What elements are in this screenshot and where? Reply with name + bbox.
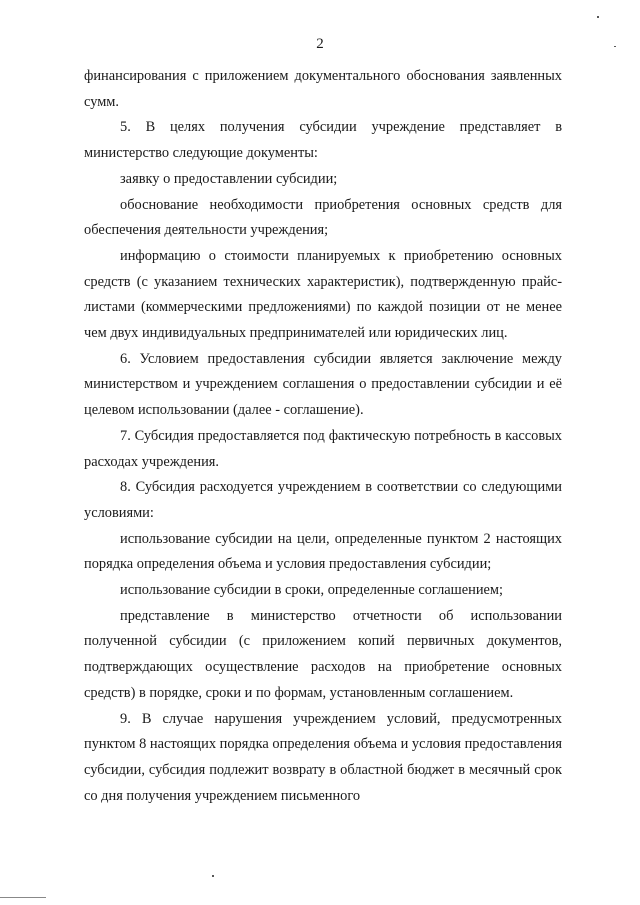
paragraph-item-5: 5. В целях получения субсидии учреждение представляет в министерство следующие документы: [84,119,562,162]
paragraph-item-8-reporting: представление в министерство отчетности об использовании полученной субсидии (с приложением копий первичных документов, подтверждающих осуществление расходов на приобретение основных средств) в порядке, сроки и по формам, установленным соглашением. [84,607,562,701]
document-body [84,64,562,809]
paragraph-item-5-justification: обоснование необходимости приобретения основных средств для обеспечения деятельности учреждения; [84,196,562,239]
scan-edge-mark [0,897,46,898]
paragraph-item-8: 8. Субсидия расходуется учреждением в соответствии со следующими условиями: [84,479,562,521]
scan-speck [212,875,214,877]
paragraph-item-8-terms: использование субсидии в сроки, определенные соглашением; [120,582,504,599]
paragraph-item-5-application: заявку о предоставлении субсидии; [120,170,338,187]
paragraph-item-5-cost-information: информацию о стоимости планируемых к приобретению основных средств (с указанием технических характеристик), подтвержденную прайс-листами (коммерческими предложениями) по каждой позиции от не менее чем двух индивидуальных предпринимателей или юридических лиц. [84,247,562,342]
paragraph-item-6: 6. Условием предоставления субсидии является заключение между министерством и учреждением соглашения о предоставлении субсидии и её целевом использовании (далее - соглашение). [84,350,562,419]
paragraph-continuation: финансирования с приложением документального обоснования заявленных сумм. [84,68,562,110]
scan-speck [614,46,616,47]
paragraph-item-7: 7. Субсидия предоставляется под фактическую потребность в кассовых расходах учреждения. [84,427,562,470]
paragraph-item-9: 9. В случае нарушения учреждением условий, предусмотренных пунктом 8 настоящих порядка определения объема и условия предоставления субсидии, субсидия подлежит возврату в областной бюджет в месячный срок со дня получения учреждением письменного [84,710,562,804]
scan-speck [597,16,599,18]
page-number: 2 [316,36,324,52]
paragraph-item-8-purpose: использование субсидии на цели, определенные пунктом 2 настоящих порядка определения объема и условия предоставления субсидии; [84,530,562,573]
